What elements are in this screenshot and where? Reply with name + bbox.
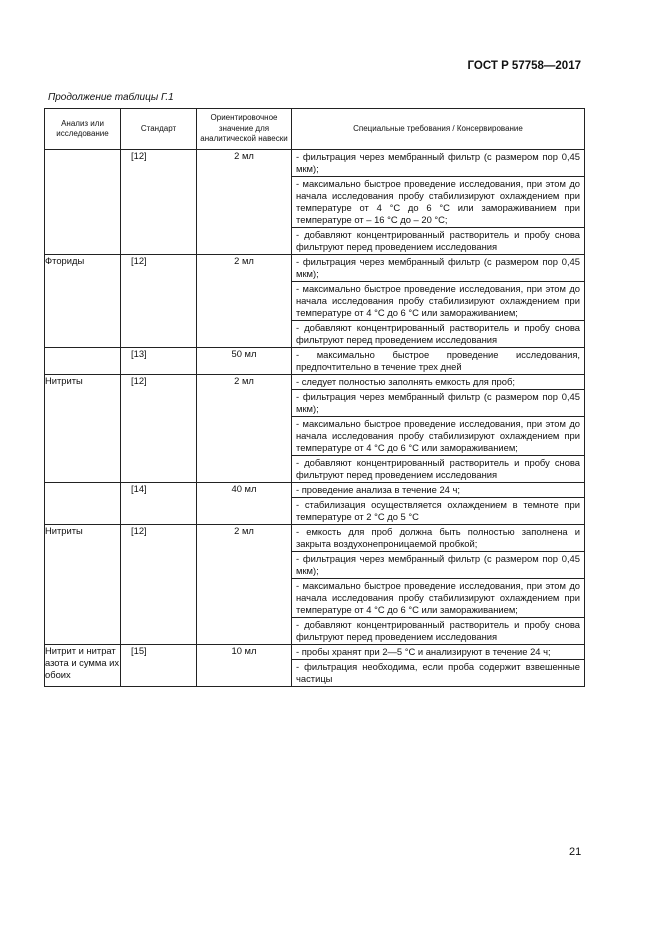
analysis-cell — [45, 150, 121, 255]
requirement-item: - следует полностью заполнять емкость для проб; — [296, 376, 515, 387]
requirement-item: - добавляют концентрированный растворитель и пробу снова фильтруют перед проведением исследования — [292, 617, 584, 644]
requirement-item: - пробы хранят при 2—5 °С и анализируют в течение 24 ч; — [296, 646, 551, 657]
table-body — [45, 150, 585, 687]
amount-cell: 2 мл — [197, 150, 292, 255]
table-row — [45, 375, 585, 483]
analysis-cell: Нитрит и нитрат азота и сумма их обоих — [45, 645, 121, 687]
requirements-cell — [292, 348, 585, 375]
requirement-item: - фильтрация через мембранный фильтр (с размером пор 0,45 мкм); — [296, 256, 580, 279]
standard-ref: [12] — [131, 525, 147, 536]
analysis-cell: Нитриты — [45, 375, 121, 483]
table-caption: Продолжение таблицы Г.1 — [48, 92, 174, 103]
column-header: Анализ или исследование — [45, 109, 121, 150]
document-header: ГОСТ Р 57758—2017 — [467, 60, 581, 72]
column-header: Специальные требования / Консервирование — [292, 109, 585, 150]
standard-cell — [121, 348, 197, 375]
standard-cell — [121, 483, 197, 525]
standard-cell — [121, 255, 197, 348]
standard-ref: [15] — [131, 645, 147, 656]
standard-ref: [12] — [131, 255, 147, 266]
requirement-item: - фильтрация необходима, если проба содержит взвешенные частицы — [292, 659, 584, 686]
table-row — [45, 525, 585, 645]
requirements-table — [44, 108, 585, 687]
requirement-item: - максимально быстрое проведение исследования, при этом до начала исследования пробу стабилизируют охлаждением при температуре от 4 °С до 6 °С или замораживанием; — [292, 416, 584, 455]
analysis-cell: Нитриты — [45, 525, 121, 645]
requirement-item: - стабилизация осуществляется охлаждением в темноте при температуре от 2 °С до 5 °С — [292, 497, 584, 524]
requirement-item: - добавляют концентрированный растворитель и пробу снова фильтруют перед проведением исследования — [292, 320, 584, 347]
standard-ref: [13] — [131, 348, 147, 359]
standard-cell — [121, 525, 197, 645]
amount-cell: 10 мл — [197, 645, 292, 687]
requirement-item: - максимально быстрое проведение исследования, предпочтительно в течение трех дней — [296, 349, 580, 372]
table-row — [45, 255, 585, 348]
standard-ref: [12] — [131, 150, 147, 161]
amount-cell: 2 мл — [197, 375, 292, 483]
table-header-row — [45, 109, 585, 150]
column-header: Ориентировочное значение для аналитической навески — [197, 109, 292, 150]
requirement-item: - добавляют концентрированный растворитель и пробу снова фильтруют перед проведением исследования — [292, 227, 584, 254]
table-row — [45, 645, 585, 687]
requirement-item: - максимально быстрое проведение исследования, при этом до начала исследования пробу стабилизируют охлаждением при температуре от 4 °С до 6 °С или замораживанием при температуре от – 16 °С до – 20 °С; — [292, 176, 584, 227]
requirement-item: - добавляют концентрированный растворитель и пробу снова фильтруют перед проведением исследования — [292, 455, 584, 482]
amount-cell: 40 мл — [197, 483, 292, 525]
page-number: 21 — [569, 846, 582, 858]
requirement-item: - емкость для проб должна быть полностью заполнена и закрыта воздухонепроницаемой пробкой; — [296, 526, 580, 549]
requirement-item: - проведение анализа в течение 24 ч; — [296, 484, 460, 495]
requirements-cell — [292, 525, 585, 645]
requirement-item: - фильтрация через мембранный фильтр (с размером пор 0,45 мкм); — [292, 389, 584, 416]
amount-cell: 50 мл — [197, 348, 292, 375]
table-row — [45, 150, 585, 255]
table-row — [45, 348, 585, 375]
column-header: Стандарт — [121, 109, 197, 150]
requirements-cell — [292, 375, 585, 483]
amount-cell: 2 мл — [197, 255, 292, 348]
requirement-item: - фильтрация через мембранный фильтр (с размером пор 0,45 мкм); — [292, 551, 584, 578]
table-row — [45, 483, 585, 525]
standard-cell — [121, 645, 197, 687]
requirement-item: - максимально быстрое проведение исследования, при этом до начала исследования пробу стабилизируют охлаждением при температуре от 4 °С до 6 °С или замораживанием; — [292, 578, 584, 617]
requirements-cell — [292, 645, 585, 687]
standard-cell — [121, 375, 197, 483]
amount-cell: 2 мл — [197, 525, 292, 645]
analysis-cell: Фториды — [45, 255, 121, 348]
requirements-cell — [292, 483, 585, 525]
analysis-cell — [45, 348, 121, 375]
standard-ref: [12] — [131, 375, 147, 386]
analysis-cell — [45, 483, 121, 525]
requirements-cell — [292, 150, 585, 255]
standard-ref: [14] — [131, 483, 147, 494]
standard-cell — [121, 150, 197, 255]
requirement-item: - фильтрация через мембранный фильтр (с размером пор 0,45 мкм); — [296, 151, 580, 174]
requirements-cell — [292, 255, 585, 348]
requirement-item: - максимально быстрое проведение исследования, при этом до начала исследования пробу стабилизируют охлаждением при температуре от 4 °С до 6 °С или замораживанием; — [292, 281, 584, 320]
